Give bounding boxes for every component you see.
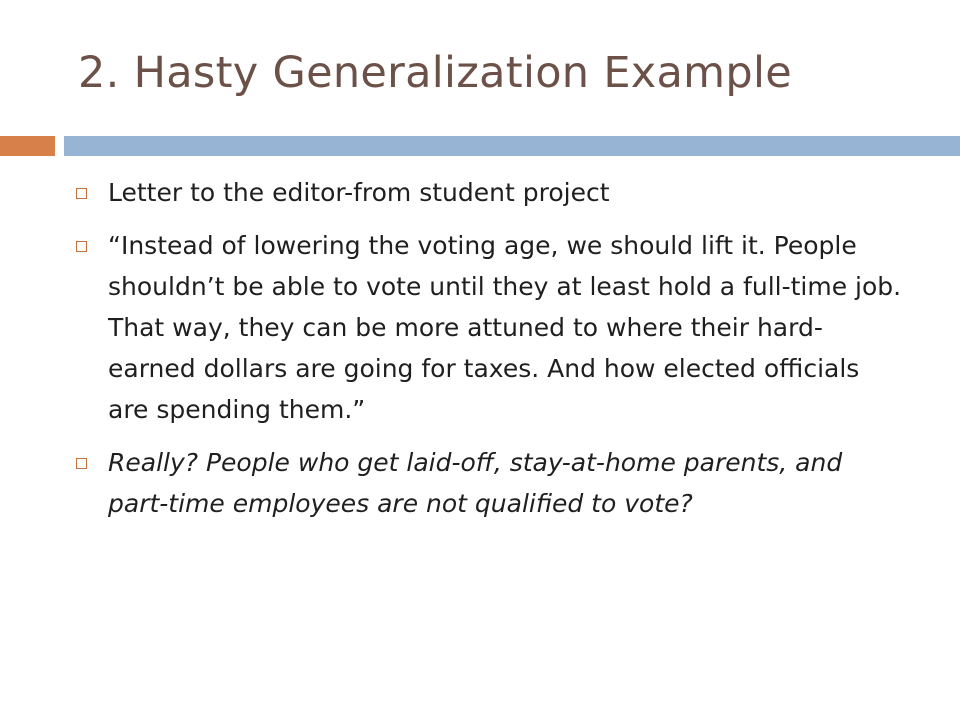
bullet-item-source — [76, 172, 906, 213]
accent-bar-blue — [64, 136, 960, 156]
bullet-item-quote — [76, 225, 906, 430]
slide-title: 2. Hasty Generalization Example — [78, 48, 792, 98]
bullet-item-rebuttal — [76, 442, 906, 524]
bullet-text: Letter to the editor-from student project — [108, 178, 610, 207]
bullet-text: Really? People who get laid-off, stay-at-home parents, and part-time employees are not qualified to vote? — [108, 448, 843, 518]
square-bullet-icon — [76, 458, 87, 469]
square-bullet-icon — [76, 188, 87, 199]
square-bullet-icon — [76, 241, 87, 252]
accent-bar-orange — [0, 136, 55, 156]
bullet-text: “Instead of lowering the voting age, we should lift it. People shouldn’t be able to vote until they at least hold a full-time job. That way, they can be more attuned to where their hard-earned dollars are going for taxes. And how elected officials are spending them.” — [108, 231, 902, 424]
bullet-list — [76, 172, 906, 536]
